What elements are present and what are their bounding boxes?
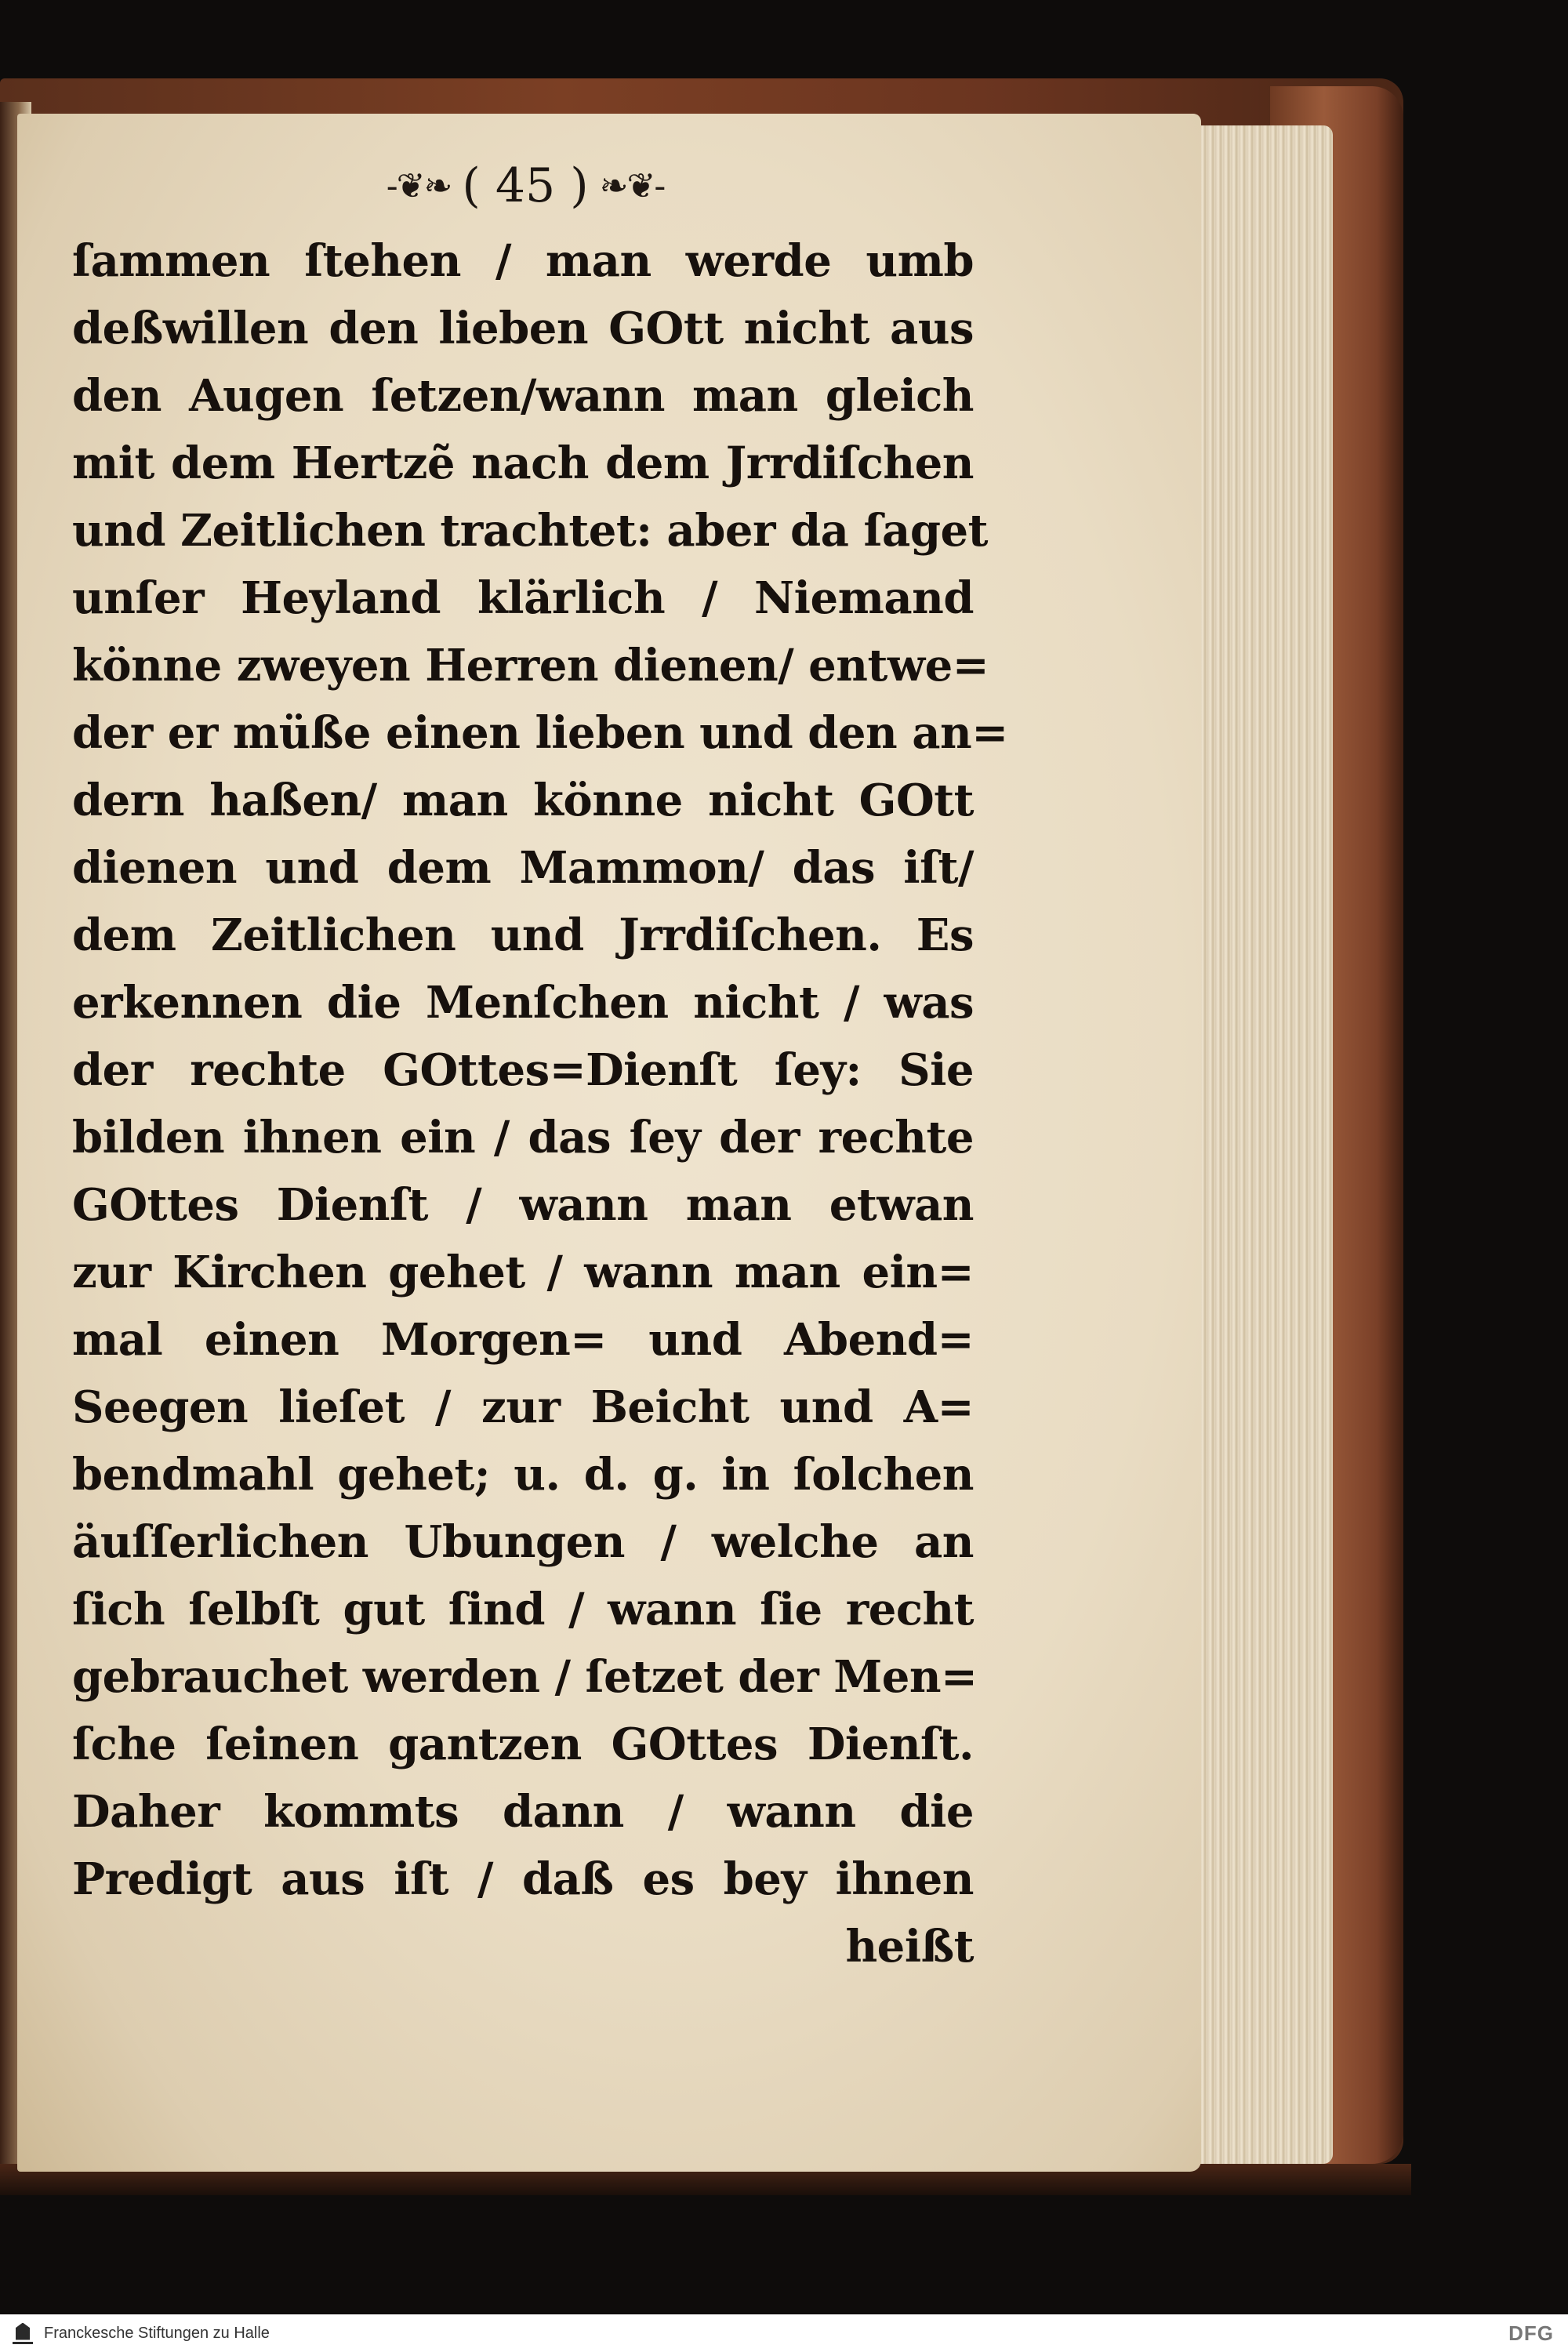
ornament-right-icon: ❧❦- <box>599 165 665 206</box>
text-line: deßwillen den lieben GOtt nicht aus <box>72 303 974 354</box>
text-line: Daher kommts dann / wann die <box>72 1786 974 1838</box>
text-line: ſche ſeinen gantzen GOttes Dienſt. <box>72 1719 974 1770</box>
ornament-left-icon: -❦❧ <box>386 165 452 206</box>
text-line: erkennen die Menſchen nicht / was <box>72 977 974 1029</box>
text-line: ſammen ſtehen / man werde umb <box>72 235 974 287</box>
text-line: dem Zeitlichen und Jrrdiſchen. Es <box>72 909 974 961</box>
text-line: mit dem Hertzẽ nach dem Jrrdiſchen <box>72 437 974 489</box>
text-line: der er müße einen lieben und den an= <box>72 707 1008 759</box>
page-header <box>329 151 721 221</box>
text-line: bilden ihnen ein / das ſey der rechte <box>72 1112 974 1163</box>
text-line: gebrauchet werden / ſetzet der Men= <box>72 1651 978 1703</box>
viewer-footer <box>0 2314 1568 2352</box>
text-line: GOttes Dienſt / wann man etwan <box>72 1179 974 1231</box>
text-line: zur Kirchen gehet / wann man ein= <box>72 1247 974 1298</box>
text-line: Seegen lieſet / zur Beicht und A= <box>72 1381 974 1433</box>
text-line: bendmahl gehet; u. d. g. in ſolchen <box>72 1449 974 1501</box>
text-line: dienen und dem Mammon/ das iſt/ <box>72 842 974 894</box>
text-line: unſer Heyland klärlich / Niemand <box>72 572 974 624</box>
text-line: mal einen Morgen= und Abend= <box>72 1314 974 1366</box>
text-line: ſich ſelbſt gut ſind / wann ſie recht <box>72 1584 974 1635</box>
page-number: ( 45 ) <box>462 158 589 213</box>
text-line: der rechte GOttes=Dienſt ſey: Sie <box>72 1044 974 1096</box>
text-line: Predigt aus iſt / daß es bey ihnen <box>72 1853 974 1905</box>
institution-name[interactable]: Franckesche Stiftungen zu Halle <box>44 2324 270 2342</box>
text-line: könne zweyen Herren dienen/ entwe= <box>72 640 989 691</box>
text-line: äuſſerlichen Ubungen / welche an <box>72 1516 974 1568</box>
institution-credit[interactable] <box>0 2320 270 2347</box>
francke-foundation-logo-icon <box>11 2320 34 2347</box>
text-line: den Augen ſetzen/wann man gleich <box>72 370 974 422</box>
catchword: heißt <box>845 1921 974 1973</box>
body-text <box>72 227 1008 1980</box>
text-line: und Zeitlichen trachtet: aber da ſaget <box>72 505 988 557</box>
text-line: dern haßen/ man könne nicht GOtt <box>72 775 974 826</box>
dfg-logo[interactable]: DFG <box>1508 2321 1554 2345</box>
